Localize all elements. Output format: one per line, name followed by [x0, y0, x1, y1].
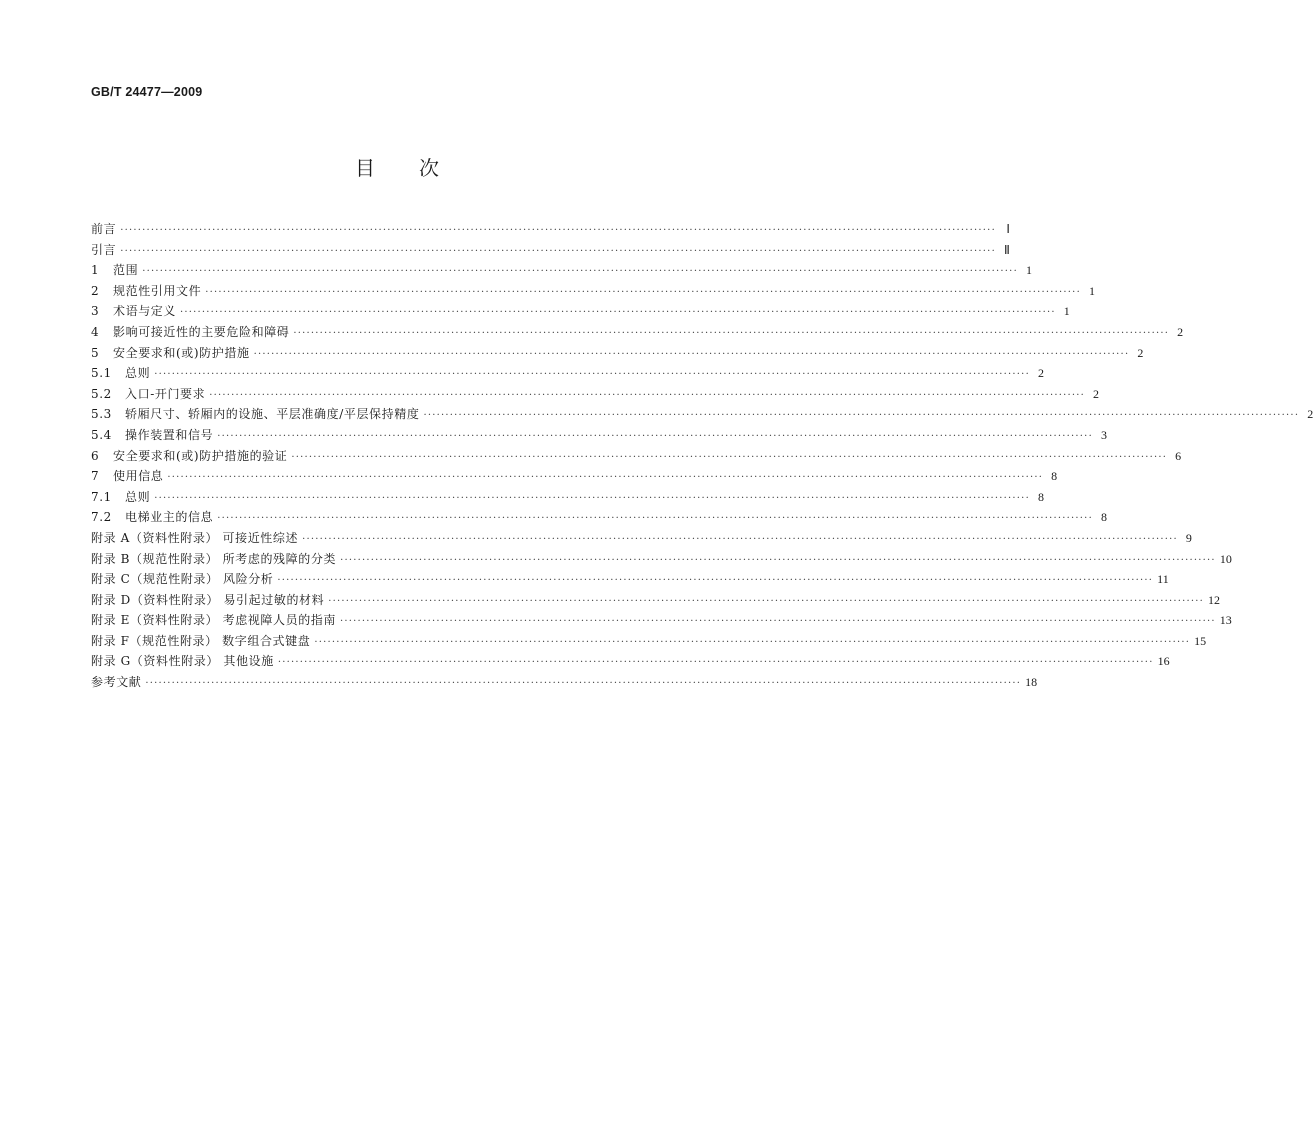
toc-entry-number: 7.2	[91, 510, 112, 525]
toc-entry-title: 术语与定义	[113, 304, 177, 319]
toc-entry-number: 5.2	[91, 386, 112, 401]
dot-leader: ········································································································································································································	[120, 225, 996, 236]
toc-entry-label	[91, 569, 273, 590]
toc-entry-label	[91, 219, 116, 240]
dot-leader: ········································································································································································································	[120, 245, 996, 257]
toc-entry-label	[91, 507, 213, 528]
toc-entry-label	[91, 322, 289, 343]
toc-entry-title: 参考文献	[91, 675, 142, 690]
toc-entry[interactable]	[91, 569, 1169, 590]
toc-entry-number: 7	[91, 469, 100, 484]
toc-entry-title: 安全要求和(或)防护措施的验证	[113, 448, 288, 463]
toc-entry-title: 附录 D（资料性附录） 易引起过敏的材料	[91, 592, 325, 607]
toc-entry[interactable]	[91, 219, 1010, 240]
toc-entry[interactable]	[91, 404, 1313, 425]
toc-entry-page: 2	[1037, 366, 1044, 381]
toc-entry-page: Ⅱ	[1004, 242, 1010, 257]
toc-entry-label	[91, 487, 150, 508]
dot-leader: ········································································································································································································	[328, 595, 1205, 607]
toc-entry[interactable]	[91, 672, 1038, 693]
dot-leader: ········································································································································································································	[302, 533, 1178, 545]
toc-entry[interactable]	[91, 487, 1044, 508]
dot-leader: ········································································································································································································	[277, 657, 1154, 669]
dot-leader: ········································································································································································································	[340, 554, 1216, 566]
dot-leader: ········································································································································································································	[423, 410, 1300, 422]
dot-leader: ········································································································································································································	[217, 430, 1093, 442]
toc-entry-label	[91, 301, 176, 322]
dot-leader: ········································································································································································································	[340, 616, 1216, 628]
dot-leader: ········································································································································································································	[209, 389, 1086, 401]
dot-leader: ········································································································································································································	[167, 472, 1044, 484]
toc-entry-page: 8	[1037, 489, 1044, 504]
toc-entry-page: 6	[1175, 448, 1182, 463]
toc-entry-page: 1	[1025, 263, 1032, 278]
dot-leader: ········································································································································································································	[293, 327, 1170, 339]
toc-entry-number: 7.1	[91, 489, 112, 504]
toc-entry-number: 6	[91, 448, 100, 463]
toc-entry[interactable]	[91, 322, 1184, 343]
toc-entry-label	[91, 672, 141, 693]
toc-entry[interactable]	[91, 384, 1100, 405]
standard-code: GB/T 24477—2009	[91, 85, 203, 99]
dot-leader: ········································································································································································································	[277, 575, 1154, 587]
toc-entry-label	[91, 281, 201, 302]
toc-entry-page: 10	[1219, 551, 1232, 566]
toc-entry-label	[91, 549, 336, 570]
toc-entry-number: 4	[91, 324, 100, 339]
toc-entry[interactable]	[91, 240, 1010, 261]
toc-entry-title: 电梯业主的信息	[125, 510, 214, 525]
dot-leader: ········································································································································································································	[291, 451, 1168, 463]
toc-entry-label	[91, 404, 419, 425]
toc-entry-number: 1	[91, 263, 100, 278]
toc-entry-title: 引言	[91, 242, 117, 257]
toc-entry[interactable]	[91, 363, 1044, 384]
toc-entry-label	[91, 425, 213, 446]
toc-entry-title: 附录 A（资料性附录） 可接近性综述	[91, 530, 299, 545]
toc-entry-page: 12	[1208, 592, 1221, 607]
toc-entry-title: 轿厢尺寸、轿厢内的设施、平层准确度/平层保持精度	[125, 407, 420, 422]
title-char-1: 目	[355, 156, 375, 180]
toc-entry-label	[91, 384, 205, 405]
toc-entry-page: 2	[1307, 407, 1313, 422]
toc-entry-page: 2	[1137, 345, 1144, 360]
toc-entry-label	[91, 590, 324, 611]
toc-entry-label	[91, 363, 150, 384]
toc-entry-title: 附录 B（规范性附录） 所考虑的残障的分类	[91, 551, 337, 566]
toc-entry-title: 安全要求和(或)防护措施	[113, 345, 250, 360]
toc-entry[interactable]	[91, 651, 1170, 672]
toc-entry-page: Ⅰ	[1006, 222, 1010, 236]
toc-entry-title: 范围	[113, 263, 139, 278]
toc-entry-page: 8	[1051, 469, 1058, 484]
toc-entry-title: 附录 F（规范性附录） 数字组合式键盘	[91, 633, 311, 648]
toc-entry-page: 2	[1093, 386, 1100, 401]
toc-entry-number: 5.1	[91, 366, 112, 381]
toc-entry-page: 3	[1100, 427, 1107, 442]
toc-entry[interactable]	[91, 343, 1144, 364]
toc-entry-title: 使用信息	[113, 469, 164, 484]
toc-entry-title: 规范性引用文件	[113, 283, 202, 298]
toc-entry[interactable]	[91, 466, 1058, 487]
toc-entry-page: 18	[1025, 675, 1038, 690]
toc-entry-page: 2	[1177, 324, 1184, 339]
toc-entry-title: 附录 G（资料性附录） 其他设施	[91, 654, 274, 669]
dot-leader: ········································································································································································································	[217, 513, 1093, 525]
dot-leader: ········································································································································································································	[314, 636, 1191, 648]
toc-entry[interactable]	[91, 446, 1182, 467]
toc-entry-label	[91, 610, 336, 631]
toc-entry-title: 前言	[91, 222, 117, 236]
toc-entry[interactable]	[91, 631, 1207, 652]
toc-entry-number: 2	[91, 283, 100, 298]
toc-entry-label	[91, 466, 163, 487]
toc-entry-title: 入口-开门要求	[125, 386, 206, 401]
page-title	[0, 152, 794, 181]
toc-entry-page: 1	[1063, 304, 1070, 319]
dot-leader: ········································································································································································································	[142, 266, 1018, 278]
dot-leader: ········································································································································································································	[205, 286, 1081, 298]
toc-entry-page: 9	[1185, 530, 1192, 545]
toc-entry-number: 3	[91, 304, 100, 319]
toc-entry[interactable]	[91, 549, 1232, 570]
toc-entry-page: 1	[1088, 283, 1095, 298]
toc-entry-title: 附录 E（资料性附录） 考虑视障人员的指南	[91, 613, 336, 628]
dot-leader: ········································································································································································································	[145, 678, 1022, 690]
toc-entry-page: 13	[1219, 613, 1232, 628]
title-char-2: 次	[419, 156, 439, 180]
toc-entry-number: 5.4	[91, 427, 112, 442]
dot-leader: ········································································································································································································	[154, 369, 1030, 381]
toc-entry-title: 影响可接近性的主要危险和障碍	[113, 324, 290, 339]
toc-entry[interactable]	[91, 507, 1107, 528]
toc-entry[interactable]	[91, 260, 1032, 281]
toc-entry[interactable]	[91, 301, 1070, 322]
table-of-contents	[91, 219, 1313, 693]
toc-entry-title: 操作装置和信号	[125, 427, 214, 442]
toc-entry-label	[91, 631, 310, 652]
toc-entry-title: 总则	[125, 489, 151, 504]
toc-entry-label	[91, 260, 138, 281]
toc-entry[interactable]	[91, 281, 1095, 302]
toc-entry-number: 5	[91, 345, 100, 360]
toc-entry-page: 16	[1157, 654, 1170, 669]
dot-leader: ········································································································································································································	[180, 307, 1056, 319]
toc-entry[interactable]	[91, 425, 1107, 446]
toc-entry[interactable]	[91, 590, 1221, 611]
dot-leader: ········································································································································································································	[154, 492, 1030, 504]
toc-entry-page: 8	[1100, 510, 1107, 525]
dot-leader: ········································································································································································································	[253, 348, 1130, 360]
toc-entry-page: 15	[1194, 633, 1207, 648]
toc-entry-label	[91, 446, 287, 467]
toc-entry[interactable]	[91, 528, 1192, 549]
toc-entry-label	[91, 651, 274, 672]
toc-entry-label	[91, 528, 298, 549]
toc-entry[interactable]	[91, 610, 1232, 631]
toc-entry-label	[91, 240, 116, 261]
toc-entry-number: 5.3	[91, 407, 112, 422]
toc-entry-page: 11	[1157, 572, 1169, 587]
toc-entry-title: 总则	[125, 366, 151, 381]
toc-entry-label	[91, 343, 250, 364]
toc-entry-title: 附录 C（规范性附录） 风险分析	[91, 572, 274, 587]
